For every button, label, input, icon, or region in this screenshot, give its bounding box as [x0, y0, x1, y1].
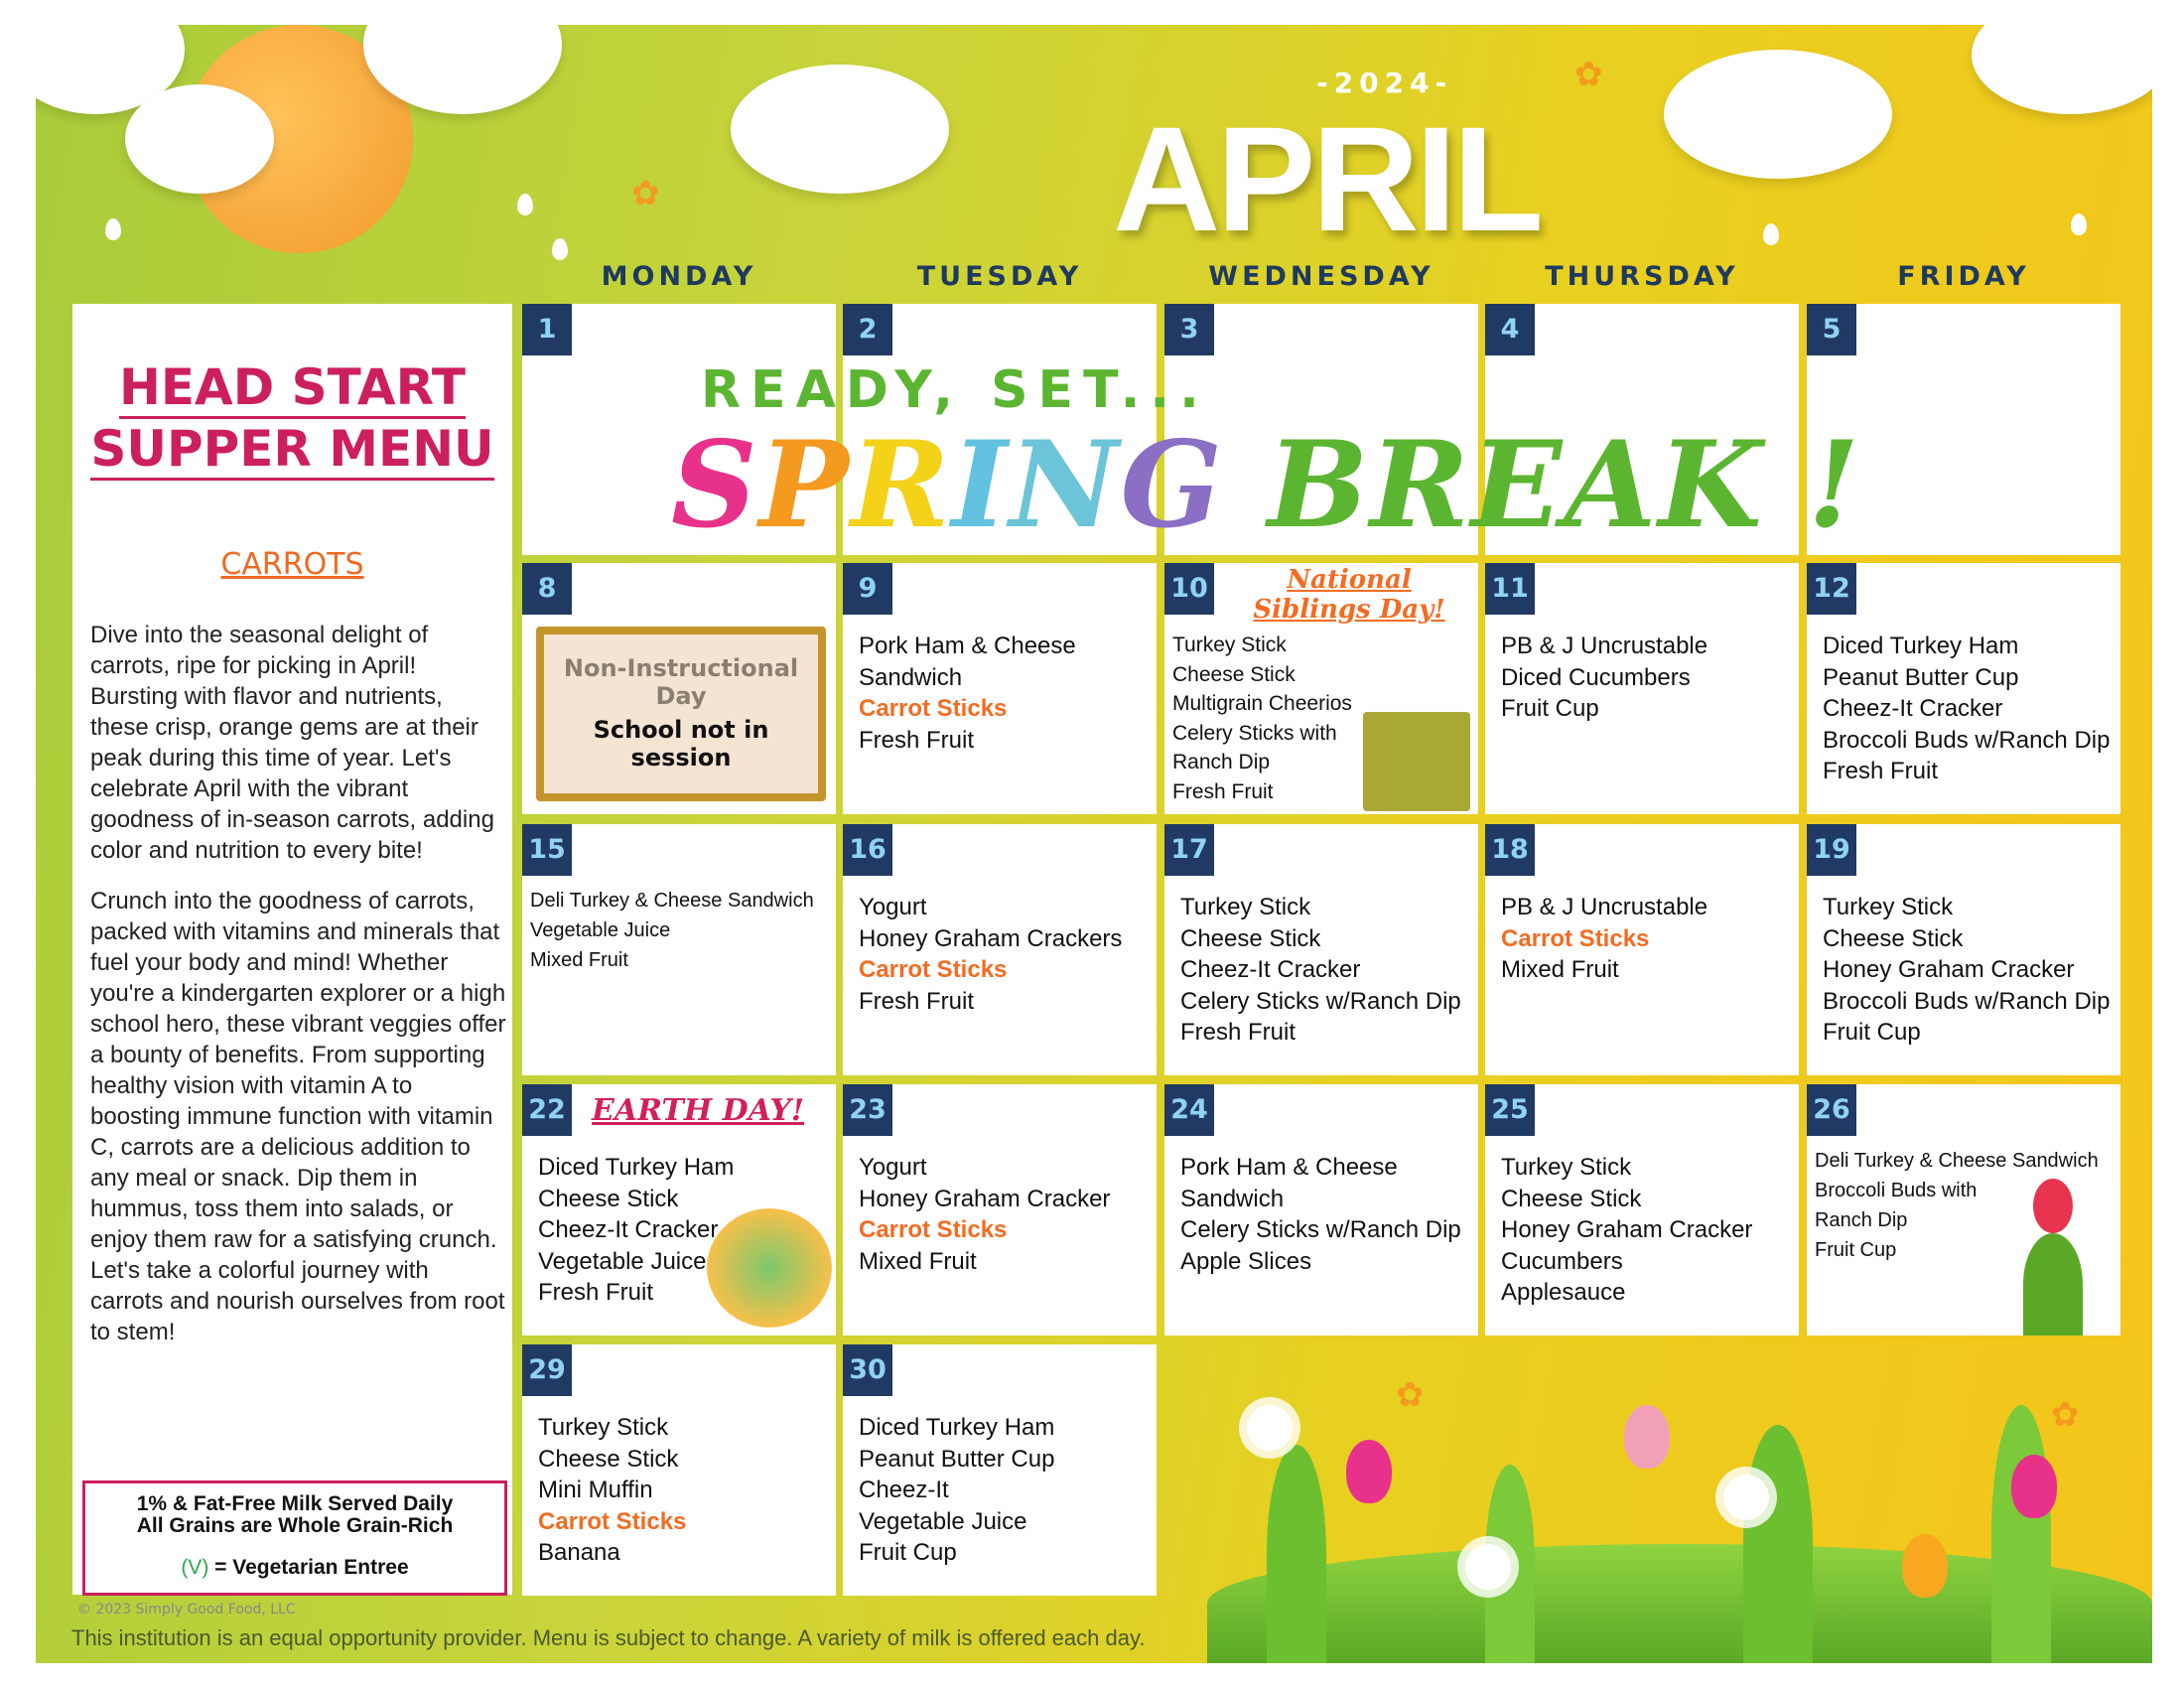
day-cell-26 [1807, 1084, 2120, 1336]
feature-paragraph-1: Dive into the seasonal delight of carrots, ripe for picking in April! Bursting with flavor and nutrients, these crisp, orange gems are at their peak during this time of year. Let's celebrate April with the vibrant goodness of in-season carrots, adding color and nutrition to every bite! [90, 622, 494, 864]
tulip-icon [1902, 1534, 1948, 1598]
special-day-note: National Siblings Day! [1253, 565, 1445, 625]
butterfly-icon: ✿ [1396, 1375, 1425, 1415]
menu-item: Ranch Dip [1815, 1209, 1908, 1231]
menu-item: Multigrain Cheerios [1172, 692, 1352, 715]
menu-item: Pork Ham & Cheese Sandwich [859, 633, 1076, 691]
date-badge: 25 [1485, 1084, 1535, 1136]
cloud-decoration [125, 84, 274, 194]
date-badge: 15 [522, 824, 572, 876]
menu-item: Vegetable Juice [530, 919, 671, 941]
weekday-friday: FRIDAY [1897, 261, 2030, 292]
day-cell-24 [1164, 1084, 1478, 1336]
menu-item: Fruit Cup [859, 1539, 957, 1566]
tulip-icon [2011, 1455, 2057, 1518]
menu-item: Diced Turkey Ham [538, 1154, 735, 1181]
menu-item: Carrot Sticks [1501, 924, 1650, 952]
calendar-month: APRIL [1113, 95, 1540, 262]
vegetarian-legend: = Vegetarian Entree [208, 1556, 409, 1579]
menu-item: Fruit Cup [1501, 695, 1599, 722]
menu-item: Carrot Sticks [859, 695, 1008, 722]
menu-items [1501, 892, 1793, 986]
menu-item: Ranch Dip [1172, 751, 1271, 774]
menu-item: Deli Turkey & Cheese Sandwich [1815, 1150, 2099, 1172]
menu-item: Fresh Fruit [859, 726, 975, 754]
day-cell-30 [843, 1344, 1157, 1596]
menu-item: Mixed Fruit [530, 949, 628, 971]
date-badge: 11 [1485, 563, 1535, 615]
date-badge: 4 [1485, 304, 1535, 355]
tulip-icon [1624, 1405, 1670, 1469]
raindrop-decoration [2071, 213, 2087, 235]
menu-items [859, 892, 1151, 1017]
date-badge: 1 [522, 304, 572, 355]
butterfly-icon: ✿ [1574, 55, 1603, 94]
menu-item: Cheese Stick [1823, 924, 1964, 952]
menu-items [1501, 1152, 1793, 1309]
menu-item: Peanut Butter Cup [1823, 663, 2019, 691]
banner-letter: E [1470, 415, 1565, 555]
copyright: © 2023 Simply Good Food, LLC [77, 1602, 296, 1618]
menu-item: Fresh Fruit [538, 1279, 654, 1306]
daisy-icon [1723, 1475, 1769, 1520]
day-cell-29 [522, 1344, 836, 1596]
menu-item: Celery Sticks w/Ranch Dip [1180, 1216, 1461, 1243]
banner-letter: A [1564, 415, 1659, 555]
feature-text [90, 620, 507, 1347]
menu-item: Peanut Butter Cup [859, 1445, 1055, 1473]
menu-item: Mixed Fruit [1501, 956, 1619, 983]
spring-break-ready-text: READY, SET... [701, 360, 1209, 420]
title-line-2: SUPPER MENU [90, 420, 493, 481]
menu-item: Fruit Cup [1823, 1019, 1921, 1046]
date-badge: 3 [1164, 304, 1214, 355]
day-cell-17 [1164, 824, 1478, 1075]
menu-item: Banana [538, 1539, 620, 1566]
feature-heading: CARROTS [220, 547, 364, 582]
menu-item: Fresh Fruit [1180, 1019, 1297, 1046]
menu-item: Mini Muffin [538, 1477, 653, 1503]
menu-item: Pork Ham & Cheese Sandwich [1180, 1154, 1398, 1212]
day-cell-22 [522, 1084, 836, 1336]
menu-item: Carrot Sticks [859, 1216, 1008, 1243]
date-badge: 16 [843, 824, 892, 876]
special-day-note: EARTH DAY! [592, 1093, 805, 1128]
menu-item: Broccoli Buds with [1815, 1180, 1978, 1201]
banner-letter: I [951, 415, 1010, 555]
menu-item: Cheez-It Cracker [1823, 695, 2003, 722]
menu-item: Honey Graham Cracker [1501, 1216, 1753, 1243]
feature-paragraph-2: Crunch into the goodness of carrots, packed with vitamins and minerals that fuel your body and mind! Whether you're a kindergarten explorer or a high school hero, these vibrant veggies offer a bounty of benefits. From supporting healthy vision with vitamin A to boosting immune function with vitamin C, carrots are a delicious addition to any meal or snack. Dip them in hummus, toss them into salads, or enjoy them raw for a satisfying crunch. Let's take a colorful journey with carrots and nourish ourselves from root to stem! [90, 888, 506, 1345]
banner-letter: P [758, 415, 851, 555]
menu-item: Fresh Fruit [1172, 779, 1274, 803]
date-badge: 12 [1807, 563, 1856, 615]
menu-item: Cheese Stick [538, 1185, 679, 1212]
menu-items [1172, 631, 1472, 806]
date-badge: 29 [522, 1344, 572, 1396]
raindrop-decoration [105, 218, 121, 240]
date-badge: 2 [843, 304, 892, 355]
date-badge: 22 [522, 1084, 572, 1136]
menu-items [538, 1152, 830, 1309]
weekday-monday: MONDAY [601, 261, 757, 292]
menu-item: Yogurt [859, 1154, 927, 1181]
menu-items [530, 886, 830, 975]
daisy-icon [1465, 1544, 1511, 1590]
menu-item: Broccoli Buds w/Ranch Dip [1823, 987, 2111, 1015]
day-cell-16 [843, 824, 1157, 1075]
day-cell-9 [843, 563, 1157, 814]
menu-item: Cheese Stick [1172, 662, 1296, 686]
raindrop-decoration [517, 194, 533, 215]
menu-item: Cheese Stick [1180, 924, 1321, 952]
butterfly-icon: ✿ [2051, 1395, 2080, 1435]
banner-letter: ! [1807, 415, 1862, 555]
banner-letter: R [1370, 415, 1471, 555]
menu-item: PB & J Uncrustable [1501, 633, 1708, 659]
menu-items [859, 1412, 1151, 1569]
non-instructional-label: Non-Instructional Day [563, 654, 799, 710]
banner-letter: B [1267, 415, 1371, 555]
non-instructional-notice [536, 627, 826, 801]
menu-item: Cheese Stick [538, 1445, 679, 1473]
weekday-tuesday: TUESDAY [916, 261, 1083, 292]
weekday-wednesday: WEDNESDAY [1208, 261, 1434, 292]
menu-item: Celery Sticks w/Ranch Dip [1180, 987, 1461, 1015]
date-badge: 10 [1164, 563, 1214, 615]
day-cell-12 [1807, 563, 2120, 814]
menu-item: Mixed Fruit [859, 1247, 977, 1275]
menu-item: Apple Slices [1180, 1247, 1312, 1275]
day-cell-8 [522, 563, 836, 814]
milk-note: 1% & Fat-Free Milk Served Daily [136, 1492, 454, 1515]
day-cell-25 [1485, 1084, 1799, 1336]
menu-items [1815, 1146, 2115, 1265]
no-school-label: School not in session [593, 716, 769, 772]
menu-item: Turkey Stick [1501, 1154, 1632, 1181]
menu-item: Vegetable Juice [538, 1247, 707, 1275]
menu-items [1180, 892, 1472, 1049]
menu-item: Fruit Cup [1815, 1239, 1897, 1261]
menu-item: Fresh Fruit [859, 987, 975, 1015]
daisy-icon [1247, 1405, 1293, 1451]
banner-letter: G [1120, 415, 1224, 555]
menu-items [1823, 892, 2115, 1049]
menu-item: Turkey Stick [1172, 633, 1287, 656]
sidebar-panel [72, 304, 512, 1595]
menu-item: Cheez-It [859, 1477, 949, 1503]
menu-item: Deli Turkey & Cheese Sandwich [530, 890, 814, 912]
date-badge: 18 [1485, 824, 1535, 876]
grass-decoration [1207, 1345, 2152, 1663]
spring-break-banner [671, 415, 1862, 555]
banner-letter [1224, 415, 1268, 555]
banner-letter: K [1658, 415, 1764, 555]
raindrop-decoration [1763, 223, 1779, 245]
menu-items [859, 1152, 1151, 1277]
menu-items [859, 631, 1151, 756]
tulip-icon [1346, 1440, 1392, 1503]
footer-disclaimer: This institution is an equal opportunity provider. Menu is subject to change. A variety of milk is offered each day. [71, 1625, 1146, 1650]
menu-item: Diced Cucumbers [1501, 663, 1691, 691]
menu-item: Cheez-It Cracker [538, 1216, 719, 1243]
weekday-thursday: THURSDAY [1545, 261, 1739, 292]
vegetarian-symbol: (V) [181, 1556, 209, 1579]
menu-page [36, 25, 2152, 1663]
banner-letter: S [671, 415, 759, 555]
menu-item: Turkey Stick [1180, 894, 1311, 920]
menu-item: Turkey Stick [1823, 894, 1954, 920]
menu-item: Diced Turkey Ham [859, 1414, 1055, 1441]
menu-item: Honey Graham Crackers [859, 924, 1123, 952]
butterfly-icon: ✿ [631, 174, 660, 213]
menu-item: Honey Graham Cracker [1823, 956, 2075, 983]
date-badge: 5 [1807, 304, 1856, 355]
date-badge: 24 [1164, 1084, 1214, 1136]
menu-item: Turkey Stick [538, 1414, 669, 1441]
day-cell-11 [1485, 563, 1799, 814]
menu-item: Carrot Sticks [859, 956, 1008, 983]
menu-item: Fresh Fruit [1823, 758, 1939, 784]
menu-item: Cheez-It Cracker [1180, 956, 1361, 983]
day-cell-19 [1807, 824, 2120, 1075]
day-cell-10 [1164, 563, 1478, 814]
banner-letter: R [850, 415, 952, 555]
day-cell-23 [843, 1084, 1157, 1336]
menu-item: Honey Graham Cracker [859, 1185, 1111, 1212]
menu-item: Yogurt [859, 894, 927, 920]
date-badge: 23 [843, 1084, 892, 1136]
menu-item: Cucumbers [1501, 1247, 1623, 1275]
menu-item: Vegetable Juice [859, 1507, 1027, 1535]
day-cell-15 [522, 824, 836, 1075]
date-badge: 30 [843, 1344, 892, 1396]
banner-letter: N [1009, 415, 1121, 555]
date-badge: 26 [1807, 1084, 1856, 1136]
cloud-decoration [731, 65, 949, 194]
cloud-decoration [1664, 50, 1892, 179]
menu-item: Applesauce [1501, 1279, 1626, 1306]
menu-item: Carrot Sticks [538, 1507, 687, 1535]
calendar-year: -2024- [1316, 67, 1453, 99]
menu-item: Diced Turkey Ham [1823, 633, 2019, 659]
menu-items [1180, 1152, 1472, 1277]
menu-item: Broccoli Buds w/Ranch Dip [1823, 726, 2111, 754]
date-badge: 8 [522, 563, 572, 615]
menu-items [1823, 631, 2115, 787]
grains-note: All Grains are Whole Grain-Rich [136, 1514, 454, 1537]
menu-item: Cheese Stick [1501, 1185, 1642, 1212]
date-badge: 19 [1807, 824, 1856, 876]
menu-notes-box [82, 1480, 507, 1596]
date-badge: 9 [843, 563, 892, 615]
menu-items [538, 1412, 830, 1569]
menu-item: Celery Sticks with [1172, 721, 1337, 745]
menu-items [1501, 631, 1793, 725]
cloud-decoration [1972, 25, 2152, 114]
date-badge: 17 [1164, 824, 1214, 876]
day-cell-18 [1485, 824, 1799, 1075]
banner-letter [1764, 415, 1808, 555]
title-line-1: HEAD START [119, 358, 466, 419]
menu-title [72, 357, 512, 481]
raindrop-decoration [552, 238, 568, 260]
menu-item: PB & J Uncrustable [1501, 894, 1708, 920]
